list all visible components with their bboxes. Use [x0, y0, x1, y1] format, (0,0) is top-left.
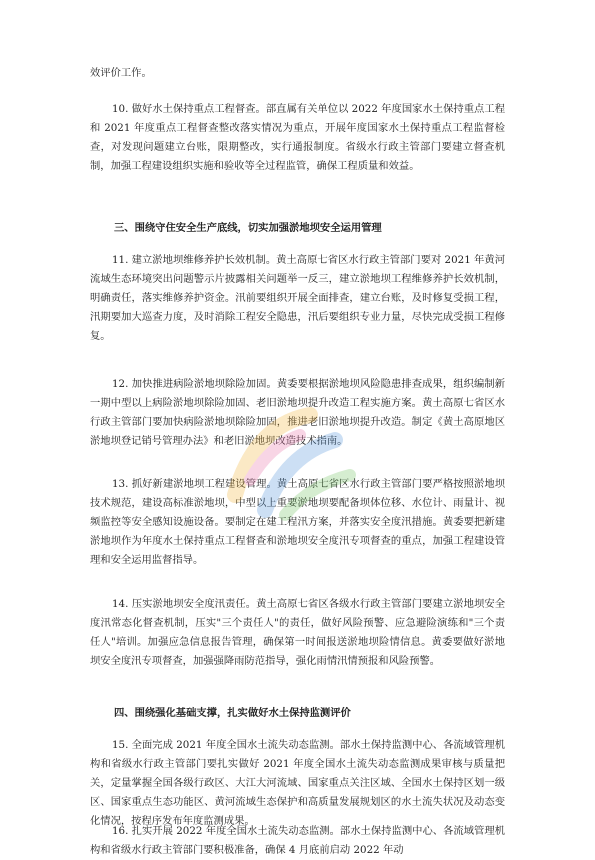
paragraph-item-13: 13. 抓好新建淤地坝工程建设管理。黄土高原七省区水行政主管部门要严格按照淤地坝技术规范，建设高标准淤地坝，中型以上重要淤地坝要配备坝体位移、水位计、雨量计、视频监控等安全感知设施设备。要制定在建工程汛方案，并落实安全度汛措施。黄委要把新建淤地坝作为年度水土保持重点工程督查和淤地坝安全度汛专项督查的重点，加强工程建设管理和安全运用监督指导。	[90, 478, 505, 566]
paragraph-item-16: 16. 扎实开展 2022 年度全国水土流失动态监测。部水土保持监测中心、各流域管理机构和省级水行政主管部门要积极准备，确保 4 月底前启动 2022 年动	[90, 825, 505, 856]
paragraph-item-12: 12. 加快推进病险淤地坝除险加固。黄委要根据淤地坝风险隐患排查成果，组织编制新一期中型以上病险淤地坝除险加固、老旧淤地坝提升改造工程实施方案。黄土高原七省区水行政主管部门要加快病险淤地坝除险加固，推进老旧淤地坝提升改造。制定《黄土高原地区淤地坝登记销号管理办法》和老旧淤地坝改造技术指南。	[90, 378, 505, 447]
section-heading-3: 三、围绕守住安全生产底线，切实加强淤地坝安全运用管理	[114, 222, 382, 234]
paragraph-item-10: 10. 做好水土保持重点工程督查。部直属有关单位以 2022 年度国家水土保持重点工程和 2021 年度重点工程督查整改落实情况为重点，开展年度国家水土保持重点工程监督检查，对发现问题建立台账，限期整改，实行通报制度。省级水行政主管部门要建立督查机制，加强工程建设组织实施和验收等全过程监管，确保工程质量和效益。	[90, 103, 505, 172]
section-heading-4: 四、围绕强化基础支撑，扎实做好水土保持监测评价	[114, 707, 351, 719]
paragraph-item-15: 15. 全面完成 2021 年度全国水土流失动态监测。部水土保持监测中心、各流域管理机构和省级水行政主管部门要扎实做好 2021 年度全国水土流失动态监测成果审核与质量把关，定量掌握全国各级行政区、大江大河流域、国家重点关注区域、全国水土保持区划一级区、国家重点生态功能区、黄河流域生态保护和高质量发展规划区的水土流失状况及动态变化情况，按程序发布年度监测成果。	[90, 739, 505, 827]
paragraph-continuation: 效评价工作。	[90, 67, 152, 79]
paragraph-item-14: 14. 压实淤地坝安全度汛责任。黄土高原七省区各级水行政主管部门要建立淤地坝安全度汛常态化督查机制，压实"三个责任人"的责任，做好风险预警、应急避险演练和"三个责任人"培训。加强应急信息报告管理，确保第一时间报送淤地坝险情信息。黄委要做好淤地坝安全度汛专项督查，加强强降雨防范指导，强化雨情汛情预报和风险预警。	[90, 598, 505, 667]
paragraph-item-11: 11. 建立淤地坝维修养护长效机制。黄土高原七省区水行政主管部门要对 2021 年黄河流域生态环境突出问题警示片披露相关问题举一反三，建立淤地坝工程维修养护长效机制，明确责任，落实维修养护资金。汛前要组织开展全面排查，建立台账，及时修复受损工程，汛期要加大巡查力度，及时消除工程安全隐患，汛后要组织专业力量，尽快完成受损工程修复。	[90, 254, 505, 342]
